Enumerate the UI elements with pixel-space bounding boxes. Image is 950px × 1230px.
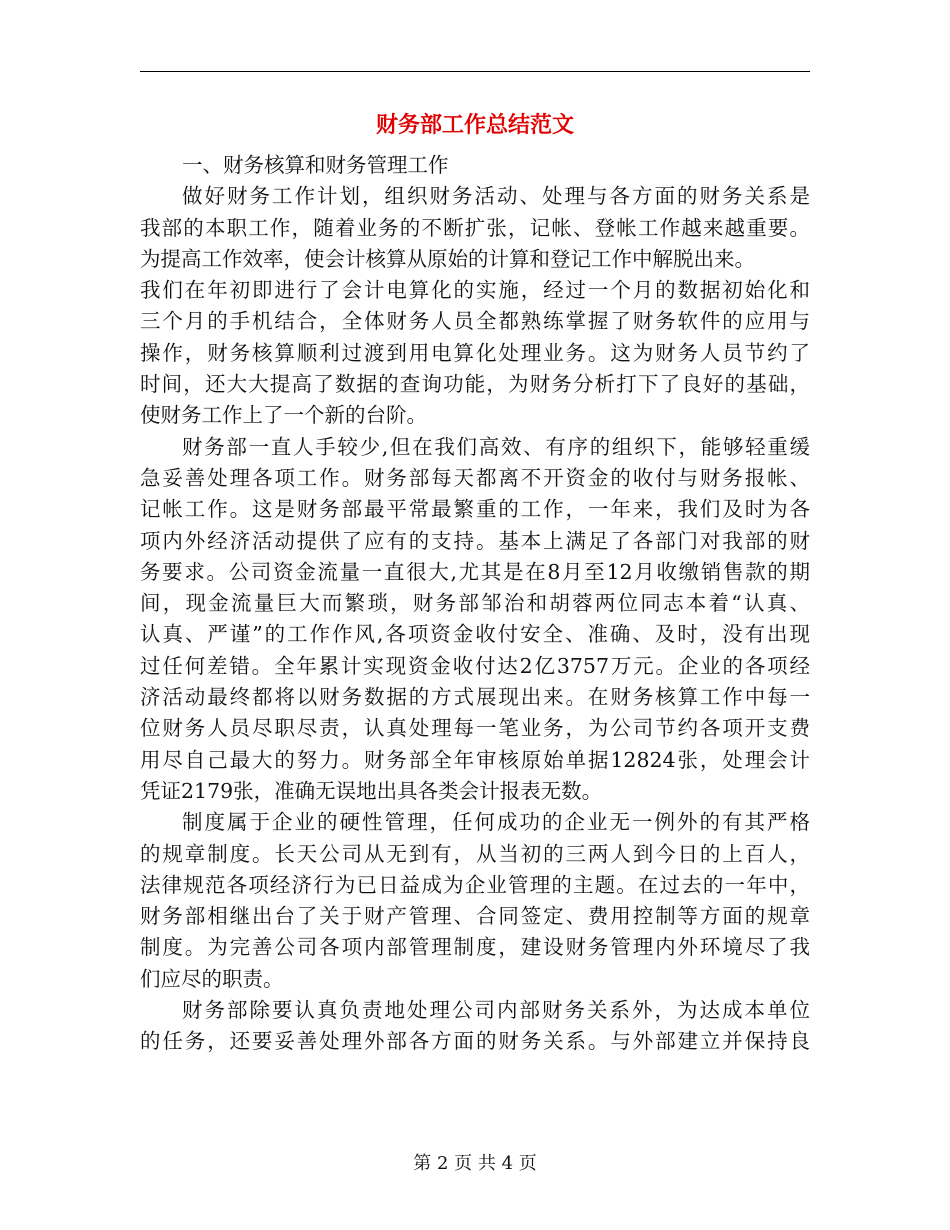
- paragraph-line: 记帐工作。这是财务部最平常最繁重的工作，一年来，我们及时为各: [140, 497, 810, 522]
- paragraph-line: 财务部除要认真负责地处理公司内部财务关系外，为达成本单位: [182, 998, 810, 1023]
- paragraph-line: 的任务，还要妥善处理外部各方面的财务关系。与外部建立并保持良: [140, 1029, 810, 1054]
- paragraph-line: 的规章制度。长天公司从无到有，从当初的三两人到今日的上百人，: [140, 841, 810, 866]
- document-body: [140, 150, 810, 1058]
- paragraph-line: 我们在年初即进行了会计电算化的实施，经过一个月的数据初始化和: [140, 278, 810, 303]
- paragraph-line: 做好财务工作计划，组织财务活动、处理与各方面的财务关系是: [182, 184, 810, 209]
- paragraph-line: 用尽自己最大的努力。财务部全年审核原始单据12824张，处理会计: [140, 747, 810, 772]
- paragraph-line: 财务部一直人手较少,但在我们高效、有序的组织下，能够轻重缓: [182, 434, 810, 459]
- paragraph-line: 为提高工作效率，使会计核算从原始的计算和登记工作中解脱出来。: [140, 246, 755, 271]
- paragraph-line: 项内外经济活动提供了应有的支持。基本上满足了各部门对我部的财: [140, 528, 810, 553]
- paragraph-line: 务要求。公司资金流量一直很大,尤其是在8月至12月收缴销售款的期: [140, 559, 810, 584]
- paragraph-line: 操作，财务核算顺利过渡到用电算化处理业务。这为财务人员节约了: [140, 340, 810, 365]
- paragraph-line: 时间，还大大提高了数据的查询功能，为财务分析打下了良好的基础，: [140, 372, 810, 397]
- paragraph-line: 制度。为完善公司各项内部管理制度，建设财务管理内外环境尽了我: [140, 935, 810, 960]
- paragraph-line: 三个月的手机结合，全体财务人员全都熟练掌握了财务软件的应用与: [140, 309, 810, 334]
- paragraph-line: 急妥善处理各项工作。财务部每天都离不开资金的收付与财务报帐、: [140, 465, 810, 490]
- paragraph-line: 位财务人员尽职尽责，认真处理每一笔业务，为公司节约各项开支费: [140, 716, 810, 741]
- document-title: 财务部工作总结范文: [375, 113, 574, 138]
- paragraph-line: 间，现金流量巨大而繁琐，财务部邹治和胡蓉两位同志本着“认真、: [140, 591, 810, 616]
- paragraph-line: 们应尽的职责。: [140, 966, 284, 991]
- paragraph-line: 济活动最终都将以财务数据的方式展现出来。在财务核算工作中每一: [140, 685, 810, 710]
- page-number-footer: 第 2 页 共 4 页: [413, 1153, 537, 1174]
- paragraph-line: 认真、严谨”的工作作风,各项资金收付安全、准确、及时，没有出现: [140, 622, 810, 647]
- paragraph-line: 法律规范各项经济行为已日益成为企业管理的主题。在过去的一年中，: [140, 872, 810, 897]
- section-heading: 一、财务核算和财务管理工作: [182, 153, 449, 177]
- header-rule: [140, 71, 810, 72]
- paragraph-line: 财务部相继出台了关于财产管理、合同签定、费用控制等方面的规章: [140, 904, 810, 929]
- paragraph-line: 使财务工作上了一个新的台阶。: [140, 403, 427, 428]
- paragraph-line: 我部的本职工作，随着业务的不断扩张，记帐、登帐工作越来越重要。: [140, 215, 810, 240]
- paragraph-line: 过任何差错。全年累计实现资金收付达2亿3757万元。企业的各项经: [140, 653, 810, 678]
- paragraph-line: 凭证2179张，准确无误地出具各类会计报表无数。: [140, 778, 603, 803]
- paragraph-line: 制度属于企业的硬性管理，任何成功的企业无一例外的有其严格: [182, 810, 810, 835]
